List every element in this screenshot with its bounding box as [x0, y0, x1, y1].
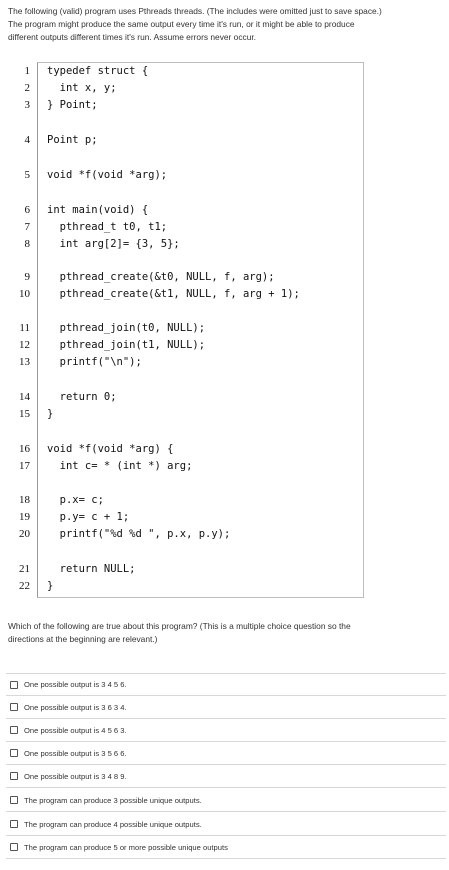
answer-option[interactable] — [6, 789, 446, 812]
code-line: pthread_join(t0, NULL); — [47, 322, 206, 334]
checkbox[interactable] — [10, 796, 18, 804]
question-line: Which of the following are true about this program? (This is a multiple choice question so the — [8, 621, 351, 631]
line-number: 14 — [19, 391, 30, 403]
line-number: 5 — [24, 169, 30, 181]
code-line: } — [47, 408, 54, 420]
code-line: int arg[2]= {3, 5}; — [47, 238, 180, 250]
answer-option[interactable] — [6, 742, 446, 765]
line-number: 2 — [24, 82, 30, 94]
code-line: p.y= c + 1; — [47, 511, 130, 523]
line-number: 6 — [24, 204, 30, 216]
option-label: The program can produce 4 possible unique outputs. — [24, 819, 202, 829]
line-number: 7 — [24, 221, 30, 233]
line-number: 16 — [19, 443, 30, 455]
code-line: pthread_join(t1, NULL); — [47, 339, 206, 351]
line-number: 18 — [19, 494, 30, 506]
checkbox[interactable] — [10, 843, 18, 851]
checkbox[interactable] — [10, 726, 18, 734]
question-line: directions at the beginning are relevant.) — [8, 634, 158, 644]
line-number: 17 — [19, 460, 30, 472]
line-number: 3 — [24, 99, 30, 111]
code-line: return NULL; — [47, 563, 136, 575]
question-text — [8, 620, 444, 646]
code-line: return 0; — [47, 391, 117, 403]
checkbox[interactable] — [10, 703, 18, 711]
option-label: One possible output is 3 4 8 9. — [24, 771, 127, 781]
line-number: 1 — [24, 65, 30, 77]
answer-option[interactable] — [6, 696, 446, 719]
line-number: 8 — [24, 238, 30, 250]
code-line: pthread_create(&t0, NULL, f, arg); — [47, 271, 275, 283]
code-line: pthread_create(&t1, NULL, f, arg + 1); — [47, 288, 300, 300]
intro-line: The program might produce the same output every time it's run, or it might be able to produce — [8, 19, 355, 29]
line-number: 10 — [19, 288, 30, 300]
option-label: The program can produce 5 or more possible unique outputs — [24, 842, 228, 852]
intro-line: different outputs different times it's run. Assume errors never occur. — [8, 32, 257, 42]
code-line: typedef struct { — [47, 65, 149, 77]
code-line: } — [47, 580, 54, 592]
checkbox[interactable] — [10, 749, 18, 757]
code-line: Point p; — [47, 134, 98, 146]
code-line: int x, y; — [47, 82, 117, 94]
option-label: The program can produce 3 possible unique outputs. — [24, 795, 202, 805]
option-label: One possible output is 4 5 6 3. — [24, 725, 127, 735]
line-number: 21 — [19, 563, 30, 575]
answer-option[interactable] — [6, 765, 446, 788]
code-line: printf("\n"); — [47, 356, 142, 368]
line-number: 20 — [19, 528, 30, 540]
code-line: printf("%d %d ", p.x, p.y); — [47, 528, 231, 540]
line-number: 4 — [24, 134, 30, 146]
answer-option[interactable] — [6, 836, 446, 859]
checkbox[interactable] — [10, 820, 18, 828]
code-line: int main(void) { — [47, 204, 149, 216]
line-number: 22 — [19, 580, 30, 592]
answer-option[interactable] — [6, 813, 446, 836]
option-label: One possible output is 3 4 5 6. — [24, 680, 127, 689]
code-line: pthread_t t0, t1; — [47, 221, 168, 233]
code-line: void *f(void *arg); — [47, 169, 168, 181]
line-number: 19 — [19, 511, 30, 523]
line-number: 13 — [19, 356, 30, 368]
code-line: void *f(void *arg) { — [47, 443, 174, 455]
answer-option[interactable] — [6, 673, 446, 696]
checkbox[interactable] — [10, 681, 18, 689]
answer-option[interactable] — [6, 719, 446, 742]
code-line: int c= * (int *) arg; — [47, 460, 193, 472]
code-line: p.x= c; — [47, 494, 104, 506]
line-number: 12 — [19, 339, 30, 351]
problem-description — [8, 5, 444, 44]
code-line: } Point; — [47, 99, 98, 111]
checkbox[interactable] — [10, 772, 18, 780]
line-number: 15 — [19, 408, 30, 420]
intro-line: The following (valid) program uses Pthreads threads. (The includes were omitted just to save space.) — [8, 6, 382, 16]
line-number: 9 — [24, 271, 30, 283]
line-number: 11 — [19, 322, 30, 334]
option-label: One possible output is 3 5 6 6. — [24, 748, 127, 758]
option-label: One possible output is 3 6 3 4. — [24, 702, 127, 712]
